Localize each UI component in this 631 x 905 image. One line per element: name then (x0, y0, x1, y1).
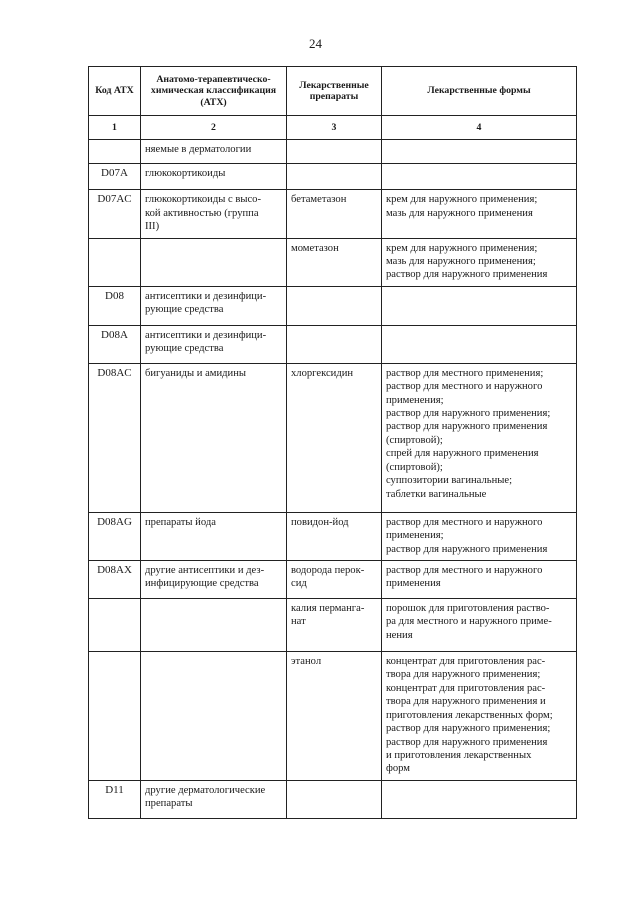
cell-text-line: концентрат для приготовления рас- (386, 682, 546, 694)
table-row (89, 286, 577, 325)
header-row (89, 67, 577, 116)
drug-cell (287, 599, 382, 652)
cell-text-line: бигуаниды и амидины (145, 367, 246, 379)
cell-text-line: ра для местного и наружного приме- (386, 616, 552, 628)
dosage-form-cell (382, 512, 577, 560)
cell-text-line: твора для наружного применения; (386, 669, 541, 681)
cell-text-line: раствор для наружного применения; (386, 408, 551, 420)
cell-text-line: крем для наружного применения; (386, 194, 538, 206)
atx-code-cell (89, 140, 141, 164)
cell-text-line: хлоргексидин (291, 367, 354, 379)
atx-code-cell: D07AC (89, 190, 141, 238)
classification-cell (141, 780, 287, 818)
table-row (89, 561, 577, 599)
table-body (89, 140, 577, 818)
drug-cell (287, 286, 382, 325)
cell-text-line: (спиртовой); (386, 461, 443, 473)
atx-code-cell (89, 652, 141, 781)
header-forms: Лекарственные формы (382, 67, 577, 116)
classification-cell (141, 286, 287, 325)
cell-text-line: концентрат для приготовления рас- (386, 656, 546, 668)
cell-text-line: мазь для наружного применения (386, 207, 533, 219)
cell-text-line: рующие средства (145, 343, 224, 355)
dosage-form-cell (382, 286, 577, 325)
atx-code-cell: D08 (89, 286, 141, 325)
atx-code-cell (89, 238, 141, 286)
drug-cell (287, 238, 382, 286)
cell-text-line: сид (291, 578, 307, 590)
cell-text-line: применения; (386, 530, 444, 542)
column-number: 2 (141, 116, 287, 140)
cell-text-line: препараты (145, 798, 193, 810)
cell-text-line: раствор для наружного применения (386, 269, 548, 281)
table-row (89, 652, 577, 781)
cell-text-line: раствор для местного и наружного (386, 381, 543, 393)
atx-code-cell: D08AC (89, 363, 141, 512)
atx-code-cell: D08AG (89, 512, 141, 560)
classification-cell (141, 190, 287, 238)
cell-text-line: глюкокортикоиды с высо- (145, 194, 262, 206)
atx-code-cell: D11 (89, 780, 141, 818)
classification-cell (141, 363, 287, 512)
cell-text-line: калия перманга- (291, 603, 365, 615)
table-row (89, 190, 577, 238)
cell-text-line: и приготовления лекарственных (386, 749, 532, 761)
drug-cell (287, 652, 382, 781)
cell-text-line: бетаметазон (291, 194, 347, 206)
atx-table (88, 66, 577, 819)
atx-code-cell (89, 599, 141, 652)
header-classification: Анатомо-терапевтическо-химическая классификация (АТХ) (141, 67, 287, 116)
dosage-form-cell (382, 140, 577, 164)
dosage-form-cell (382, 190, 577, 238)
cell-text-line: раствор для наружного применения (386, 736, 548, 748)
classification-cell (141, 140, 287, 164)
dosage-form-cell (382, 780, 577, 818)
drug-cell (287, 190, 382, 238)
classification-cell (141, 164, 287, 190)
cell-text-line: таблетки вагинальные (386, 488, 487, 500)
cell-text-line: раствор для наружного применения; (386, 723, 551, 735)
drug-cell (287, 363, 382, 512)
cell-text-line: форм (386, 763, 411, 775)
cell-text-line: раствор для местного применения; (386, 367, 544, 379)
dosage-form-cell (382, 238, 577, 286)
dosage-form-cell (382, 325, 577, 363)
cell-text-line: повидон-йод (291, 516, 349, 528)
cell-text-line: приготовления лекарственных форм; (386, 709, 553, 721)
cell-text-line: глюкокортикоиды (145, 168, 226, 180)
cell-text-line: нат (291, 616, 306, 628)
header-code: Код АТХ (89, 67, 141, 116)
drug-cell (287, 512, 382, 560)
atx-code-cell: D08A (89, 325, 141, 363)
drug-cell (287, 140, 382, 164)
table-row (89, 780, 577, 818)
classification-cell (141, 512, 287, 560)
table-row (89, 512, 577, 560)
classification-cell (141, 652, 287, 781)
drug-cell (287, 325, 382, 363)
cell-text-line: другие антисептики и дез- (145, 565, 265, 577)
cell-text-line: (спиртовой); (386, 434, 443, 446)
drug-cell (287, 561, 382, 599)
cell-text-line: кой активностью (группа (145, 207, 259, 219)
cell-text-line: применения; (386, 394, 444, 406)
column-number: 3 (287, 116, 382, 140)
column-number: 1 (89, 116, 141, 140)
cell-text-line: антисептики и дезинфици- (145, 290, 267, 302)
classification-cell (141, 561, 287, 599)
dosage-form-cell (382, 561, 577, 599)
cell-text-line: другие дерматологические (145, 784, 266, 796)
dosage-form-cell (382, 164, 577, 190)
cell-text-line: применения (386, 578, 441, 590)
cell-text-line: твора для наружного применения и (386, 696, 546, 708)
dosage-form-cell (382, 652, 577, 781)
cell-text-line: нения (386, 629, 413, 641)
cell-text-line: препараты йода (145, 516, 216, 528)
cell-text-line: мазь для наружного применения; (386, 256, 536, 268)
table-row (89, 238, 577, 286)
cell-text-line: антисептики и дезинфици- (145, 329, 267, 341)
table-row (89, 363, 577, 512)
cell-text-line: водорода перок- (291, 565, 365, 577)
cell-text-line: крем для наружного применения; (386, 242, 538, 254)
header-drugs: Лекарственные препараты (287, 67, 382, 116)
classification-cell (141, 325, 287, 363)
classification-cell (141, 238, 287, 286)
cell-text-line: раствор для местного и наружного (386, 565, 543, 577)
atx-code-cell: D07A (89, 164, 141, 190)
column-number: 4 (382, 116, 577, 140)
column-number-row (89, 116, 577, 140)
table-row (89, 164, 577, 190)
atx-code-cell: D08AX (89, 561, 141, 599)
cell-text-line: няемые в дерматологии (145, 144, 252, 156)
cell-text-line: раствор для наружного применения (386, 543, 548, 555)
dosage-form-cell (382, 363, 577, 512)
cell-text-line: рующие средства (145, 304, 224, 316)
cell-text-line: суппозитории вагинальные; (386, 475, 513, 487)
drug-cell (287, 780, 382, 818)
dosage-form-cell (382, 599, 577, 652)
cell-text-line: раствор для наружного применения (386, 421, 548, 433)
cell-text-line: инфицирующие средства (145, 578, 259, 590)
cell-text-line: раствор для местного и наружного (386, 516, 543, 528)
cell-text-line: этанол (291, 656, 322, 668)
cell-text-line: порошок для приготовления раство- (386, 603, 550, 615)
classification-cell (141, 599, 287, 652)
table-row (89, 140, 577, 164)
cell-text-line: мометазон (291, 242, 339, 254)
page-number: 24 (309, 36, 322, 51)
table-row (89, 599, 577, 652)
drug-cell (287, 164, 382, 190)
table-row (89, 325, 577, 363)
cell-text-line: спрей для наружного применения (386, 448, 539, 460)
cell-text-line: III) (145, 221, 160, 233)
